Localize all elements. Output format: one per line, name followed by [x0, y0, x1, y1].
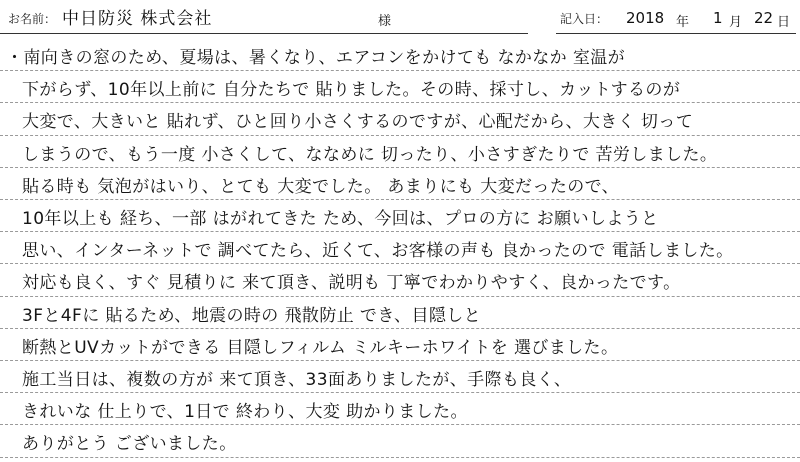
testimonial-line: きれいな 仕上りで、1日で 終わり、大変 助かりました。	[22, 402, 468, 423]
ruled-line	[0, 70, 800, 71]
date-year-unit: 年	[676, 15, 690, 30]
date-year: 2018	[626, 9, 665, 27]
testimonial-line: 3Fと4Fに 貼るため、地震の時の 飛散防止 でき、目隠しと	[22, 305, 482, 326]
testimonial-line: ありがとう ございました。	[22, 434, 237, 455]
testimonial-line: ・南向きの窓のため、夏場は、暑くなり、エアコンをかけても なかなか 室温が	[6, 48, 626, 68]
testimonial-line: 貼る時も 気泡がはいり、とても 大変でした。 あまりにも 大変だったので、	[22, 176, 620, 197]
customer-name: 中日防災 株式会社	[62, 9, 213, 29]
ruled-line	[0, 199, 800, 200]
ruled-line	[0, 296, 800, 297]
ruled-line	[0, 424, 800, 425]
date-underline	[556, 33, 796, 34]
date-month: 1	[713, 9, 723, 27]
ruled-line	[0, 231, 800, 232]
testimonial-line: 下がらず、10年以上前に 自分たちで 貼りました。その時、採寸し、カットするのが	[22, 80, 681, 101]
ruled-line	[0, 135, 800, 136]
ruled-line	[0, 360, 800, 361]
ruled-line	[0, 102, 800, 103]
ruled-line	[0, 328, 800, 329]
testimonial-line: 思い、インターネットで 調べてたら、近くて、お客様の声も 良かったので 電話しました。	[22, 241, 734, 262]
date-month-unit: 月	[729, 15, 743, 30]
ruled-line	[0, 263, 800, 264]
handwritten-testimonial	[0, 40, 800, 462]
form-header	[0, 0, 800, 40]
name-label: お名前：	[8, 12, 57, 26]
name-underline	[0, 33, 528, 34]
ruled-line	[0, 457, 800, 458]
testimonial-line: 施工当日は、複数の方が 来て頂き、33面ありましたが、手際も良く、	[22, 370, 572, 390]
testimonial-line: 対応も良く、すぐ 見積りに 来て頂き、説明も 丁寧でわかりやすく、良かったです。	[22, 273, 681, 294]
testimonial-line: 大変で、大きいと 貼れず、ひと回り小さくするのですが、心配だから、大きく 切って	[22, 112, 694, 133]
date-label: 記入日：	[560, 12, 609, 26]
ruled-line	[0, 392, 800, 393]
testimonial-line: 断熱とUVカットができる 目隠しフィルム ミルキーホワイトを 選びました。	[22, 337, 619, 358]
testimonial-line: しまうので、もう一度 小さくして、ななめに 切ったり、小さすぎたりで 苦労しました。	[22, 144, 718, 165]
ruled-line	[0, 167, 800, 168]
date-day: 22	[754, 9, 774, 27]
honorific: 様	[378, 14, 392, 29]
date-day-unit: 日	[777, 15, 791, 30]
testimonial-line: 10年以上も 経ち、一部 はがれてきた ため、今回は、プロの方に お願いしようと	[22, 209, 659, 229]
